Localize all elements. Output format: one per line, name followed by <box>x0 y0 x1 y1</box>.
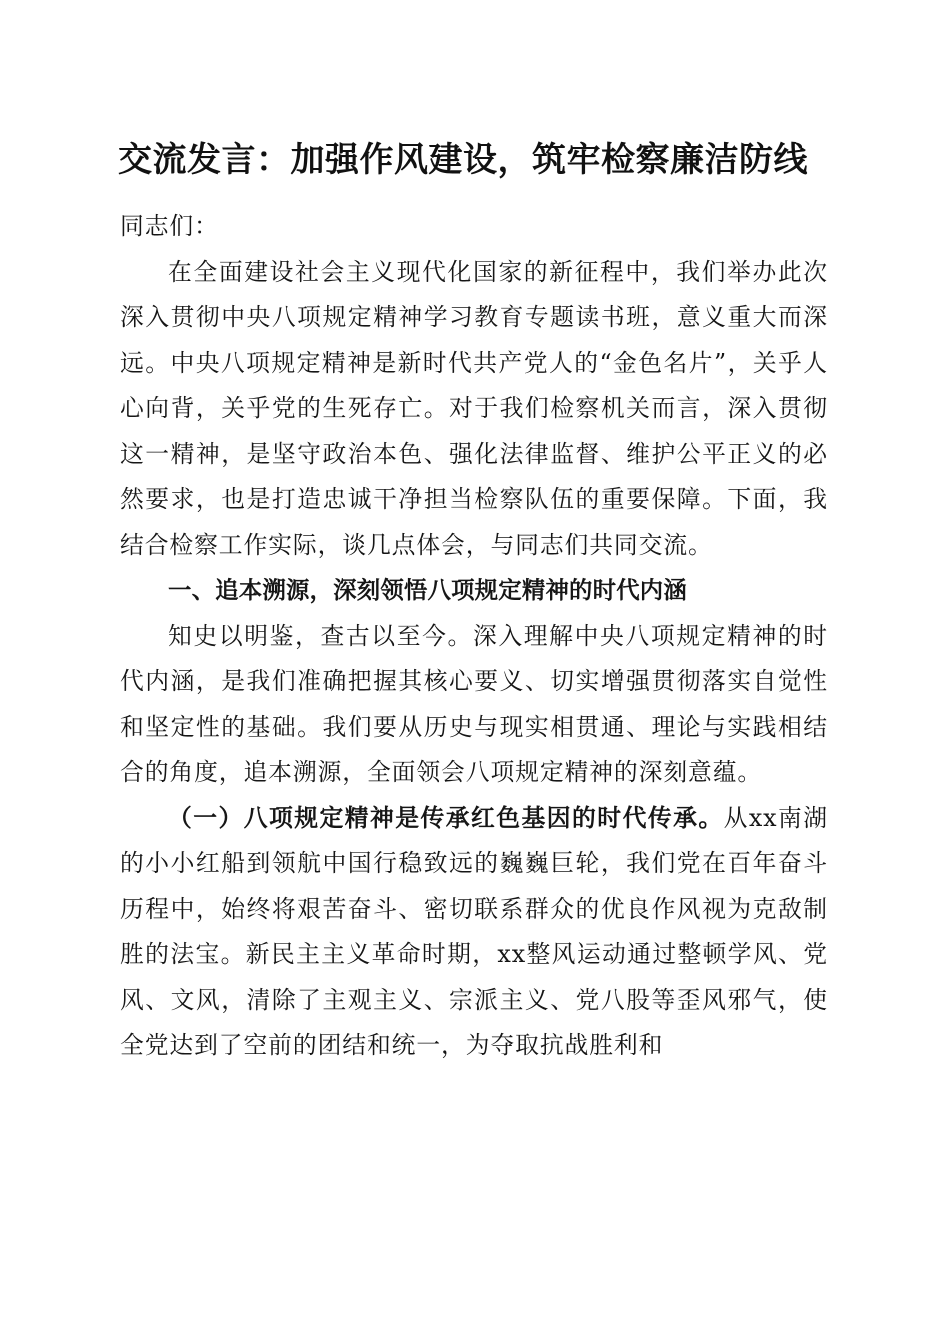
document-title: 交流发言：加强作风建设，筑牢检察廉洁防线 <box>118 140 808 180</box>
document-body <box>120 204 828 1069</box>
section-1-paragraph: 知史以明鉴，查古以至今。深入理解中央八项规定精神的时代内涵，是我们准确把握其核心要义、切实增强贯彻落实自觉性和坚定性的基础。我们要从历史与现实相贯通、理论与实践相结合的角度，追本溯源，全面领会八项规定精神的深刻意蕴。 <box>120 621 828 786</box>
salutation: 同志们： <box>120 212 219 240</box>
subsection-1-lead: （一）八项规定精神是传承红色基因的时代传承。 <box>168 803 724 832</box>
subsection-1-body: 从xx南湖的小小红船到领航中国行稳致远的巍巍巨轮，我们党在百年奋斗历程中，始终将艰苦奋斗、密切联系群众的优良作风视为克敌制胜的法宝。新民主主义革命时期，xx整风运动通过整顿学风、党风、文风，清除了主观主义、宗派主义、党八股等歪风邪气，使全党达到了空前的团结和统一，为夺取抗战胜利和 <box>120 803 828 1059</box>
subsection-1-paragraph <box>120 796 828 1069</box>
intro-paragraph: 在全面建设社会主义现代化国家的新征程中，我们举办此次深入贯彻中央八项规定精神学习教育专题读书班，意义重大而深远。中央八项规定精神是新时代共产党人的“金色名片”，关乎人心向背，关乎党的生死存亡。对于我们检察机关而言，深入贯彻这一精神，是坚守政治本色、强化法律监督、维护公平正义的必然要求，也是打造忠诚干净担当检察队伍的重要保障。下面，我结合检察工作实际，谈几点体会，与同志们共同交流。 <box>120 257 828 559</box>
section-heading-1: 一、追本溯源，深刻领悟八项规定精神的时代内涵 <box>168 576 687 604</box>
